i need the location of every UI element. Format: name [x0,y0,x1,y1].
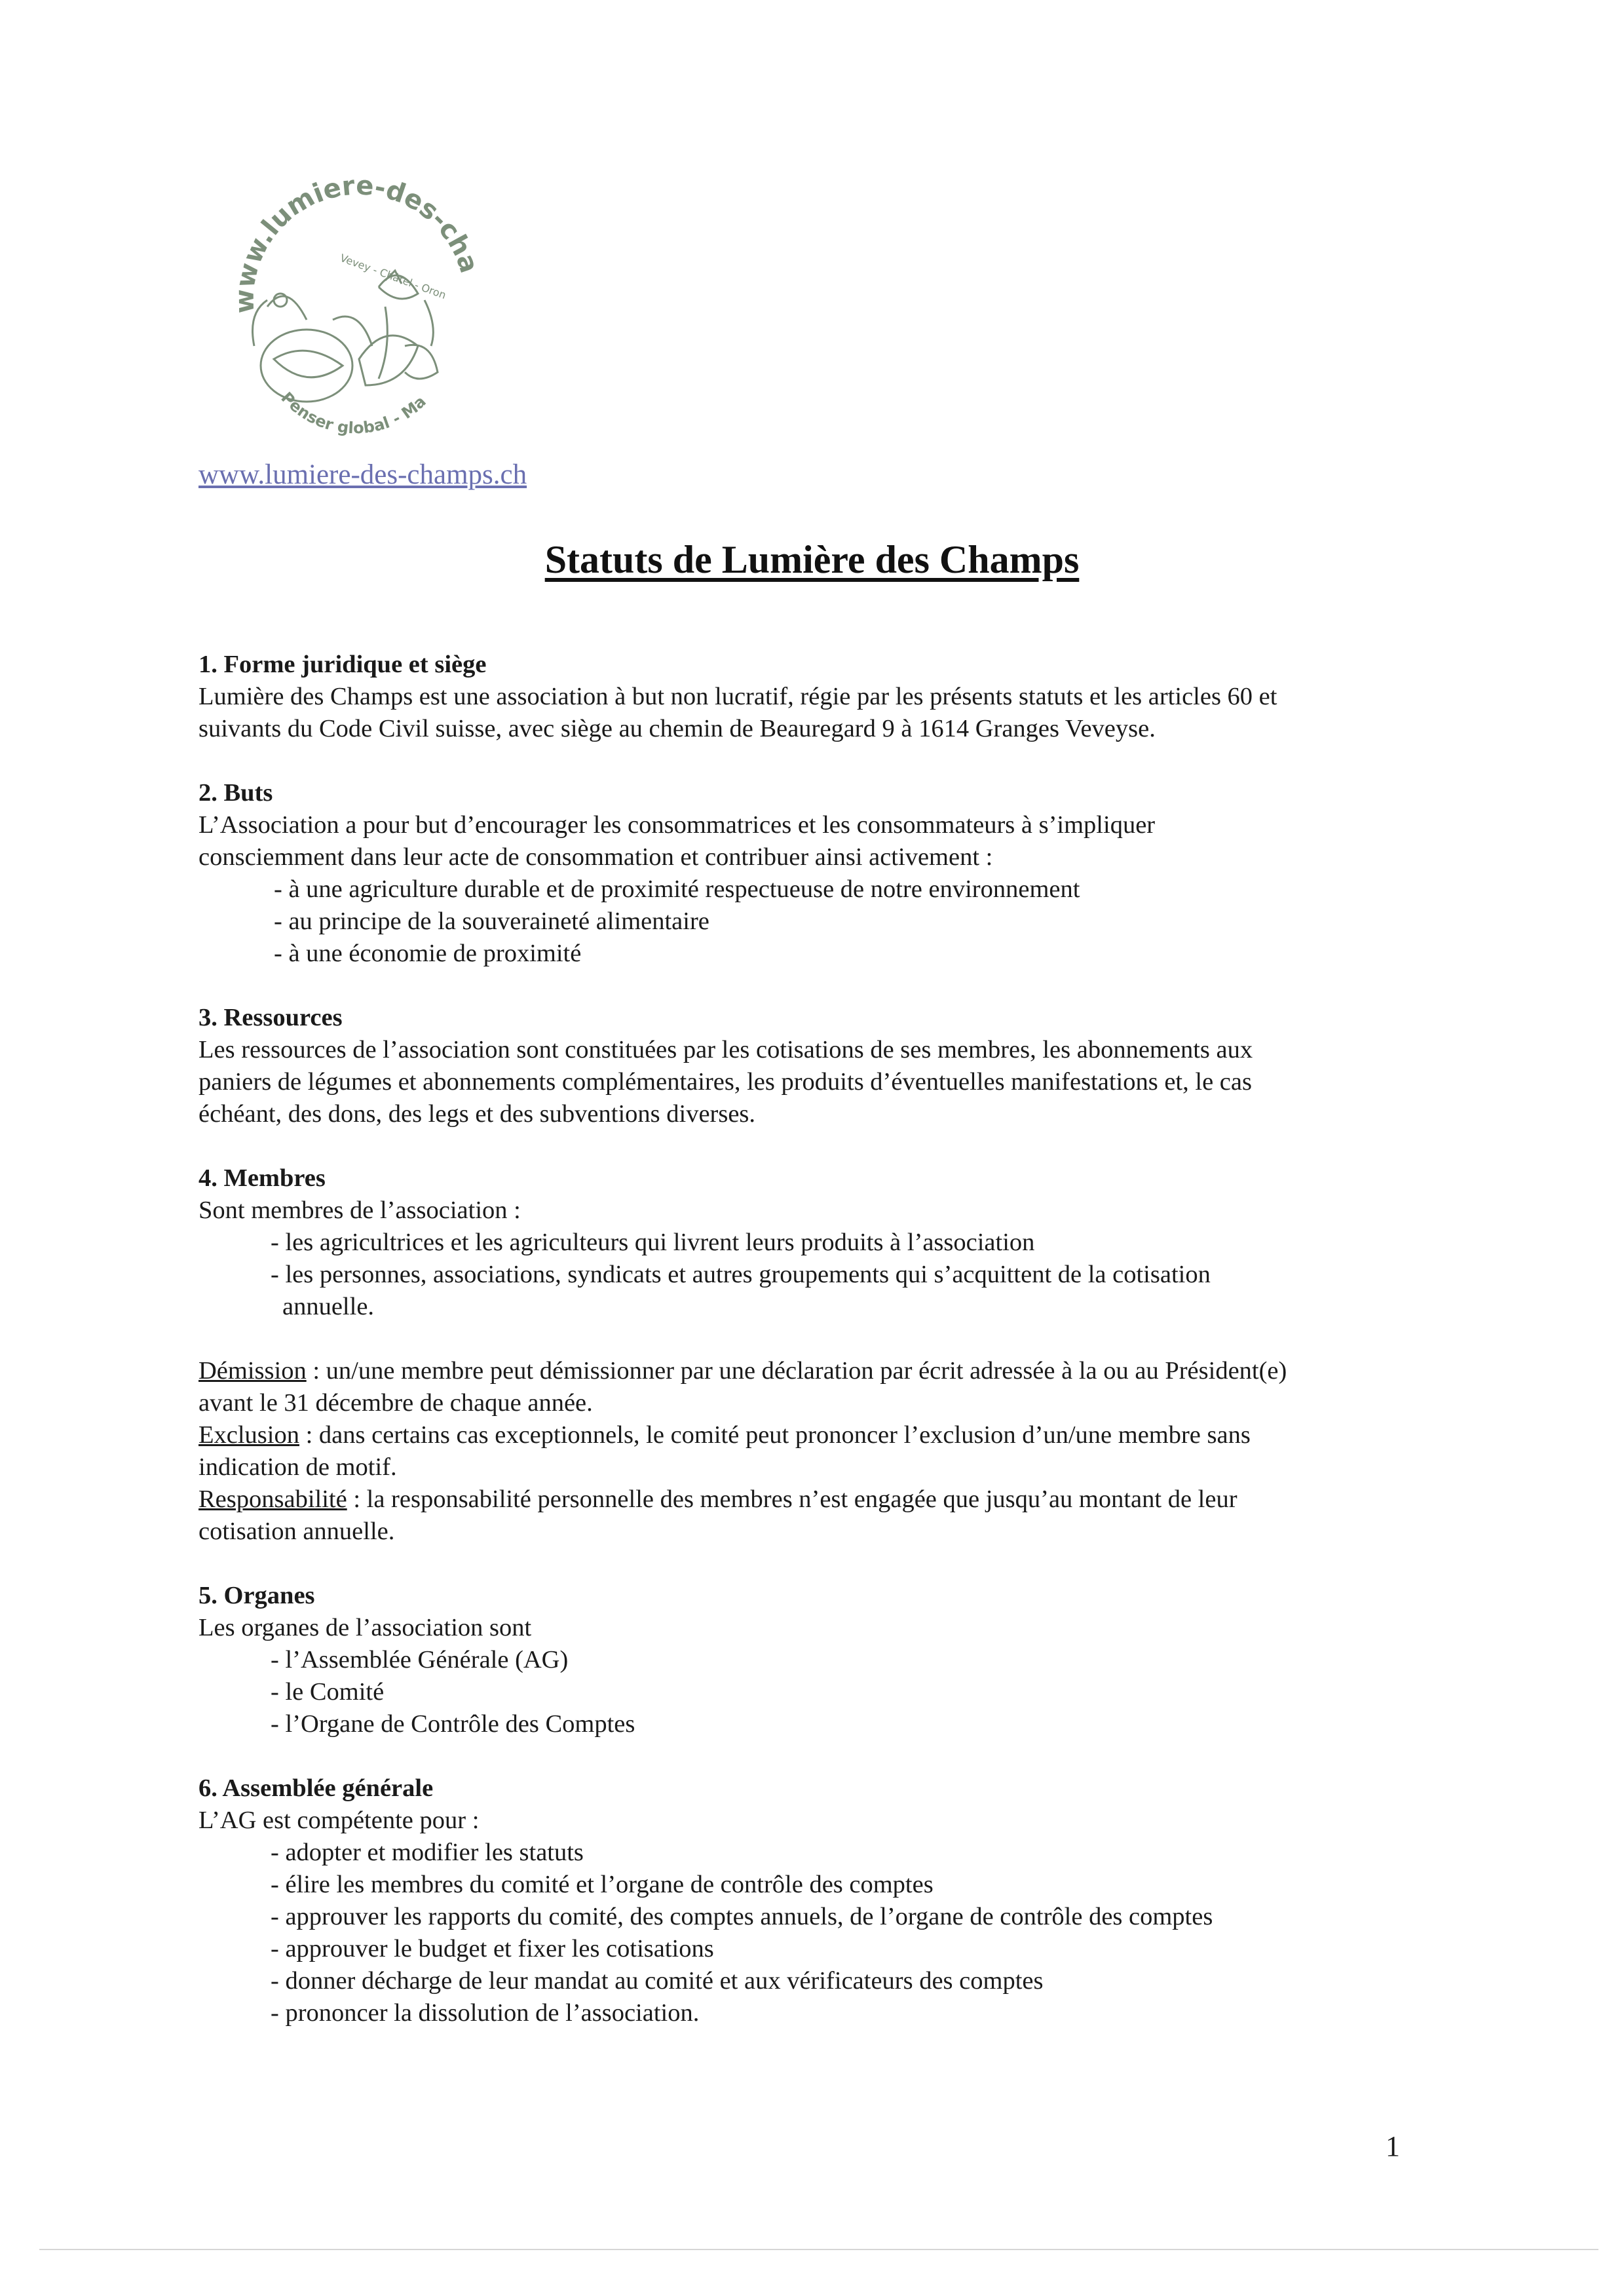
responsabilite-text: : la responsabilité personnelle des membres n’est engagée que jusqu’au montant de leur [347,1485,1237,1513]
paragraph-line: avant le 31 décembre de chaque année. [198,1389,593,1417]
paragraph-line: consciemment dans leur acte de consommation et contribuer ainsi activement : [198,843,993,871]
section-heading: 3. Ressources [198,1004,343,1031]
exclusion-label: Exclusion [198,1421,299,1449]
footer-divider [39,2249,1598,2250]
bullet-list [198,873,1443,970]
paragraph-line: Sont membres de l’association : [198,1196,521,1224]
exclusion-text: : dans certains cas exceptionnels, le comité peut prononcer l’exclusion d’un/une membre sans [299,1421,1251,1449]
paragraph-line: Lumière des Champs est une association à but non lucratif, régie par les présents statuts et les articles 60 et [198,683,1277,710]
association-logo [208,149,503,457]
list-item: - à une agriculture durable et de proximité respectueuse de notre environnement [274,875,1080,903]
list-item: - au principe de la souveraineté alimentaire [274,908,709,935]
page-number: 1 [1386,2130,1400,2162]
section-heading: 6. Assemblée générale [198,1774,434,1802]
responsabilite-label: Responsabilité [198,1485,347,1513]
logo-region-text: Vevey - Châtel - Oron [338,251,448,302]
document-title: Statuts de Lumière des Champs [544,538,1080,581]
list-item: - prononcer la dissolution de l’association. [271,1999,700,2027]
paragraph-line: Les ressources de l’association sont constituées par les cotisations de ses membres, les abonnements aux [198,1036,1253,1063]
list-item: - élire les membres du comité et l’organe de contrôle des comptes [271,1871,934,1898]
website-link[interactable]: www.lumiere-des-champs.ch [198,459,527,490]
list-item: annuelle. [282,1293,375,1320]
logo-ring-text: www.lumiere-des-cha [229,170,485,314]
list-item: - approuver les rapports du comité, des comptes annuels, de l’organe de contrôle des comptes [271,1903,1213,1930]
bullet-list [198,1644,1443,1740]
list-item: - l’Assemblée Générale (AG) [271,1646,569,1674]
list-item: - l’Organe de Contrôle des Comptes [271,1710,635,1738]
responsabilite-rule [198,1483,1443,1516]
bullet-list [198,1837,1443,2029]
section-buts [198,777,1443,970]
plant-illustration [253,271,438,402]
demission-rule [198,1355,1443,1387]
list-item: - approuver le budget et fixer les cotisations [271,1935,714,1962]
exclusion-rule [198,1419,1443,1451]
list-item: - à une économie de proximité [274,940,582,967]
paragraph-line: Les organes de l’association sont [198,1614,532,1641]
list-item: - les agricultrices et les agriculteurs qui livrent leurs produits à l’association [271,1229,1035,1256]
list-item: - les personnes, associations, syndicats et autres groupements qui s’acquittent de la cotisation [271,1261,1211,1288]
paragraph-line: suivants du Code Civil suisse, avec siège au chemin de Beauregard 9 à 1614 Granges Veveyse. [198,715,1156,742]
section-forme-juridique [198,649,1443,745]
section-heading: 1. Forme juridique et siège [198,651,487,678]
section-heading: 5. Organes [198,1582,315,1609]
paragraph-line: indication de motif. [198,1453,397,1481]
list-item: - adopter et modifier les statuts [271,1839,584,1866]
paragraph-line: échéant, des dons, des legs et des subventions diverses. [198,1100,756,1128]
demission-text: : un/une membre peut démissionner par une déclaration par écrit adressée à la ou au Président(e) [306,1357,1287,1385]
section-heading: 4. Membres [198,1164,326,1192]
paragraph-line: L’AG est compétente pour : [198,1807,480,1834]
section-organes [198,1580,1443,1740]
list-item: - le Comité [271,1678,385,1706]
logo-motto: Penser global - Ma [277,388,430,438]
demission-label: Démission [198,1357,307,1385]
section-assemblee-generale [198,1772,1443,2029]
section-membres-rules [198,1355,1443,1548]
section-ressources [198,1002,1443,1130]
bullet-list [198,1227,1443,1323]
document-body [198,649,1443,2061]
list-item: - donner décharge de leur mandat au comité et aux vérificateurs des comptes [271,1967,1044,1995]
paragraph-line: paniers de légumes et abonnements complémentaires, les produits d’éventuelles manifestations et, le cas [198,1068,1252,1096]
section-membres [198,1162,1443,1323]
paragraph-line: cotisation annuelle. [198,1518,395,1545]
section-heading: 2. Buts [198,779,273,807]
logo-graphic [208,149,503,457]
paragraph-line: L’Association a pour but d’encourager les consommatrices et les consommateurs à s’impliquer [198,811,1156,839]
